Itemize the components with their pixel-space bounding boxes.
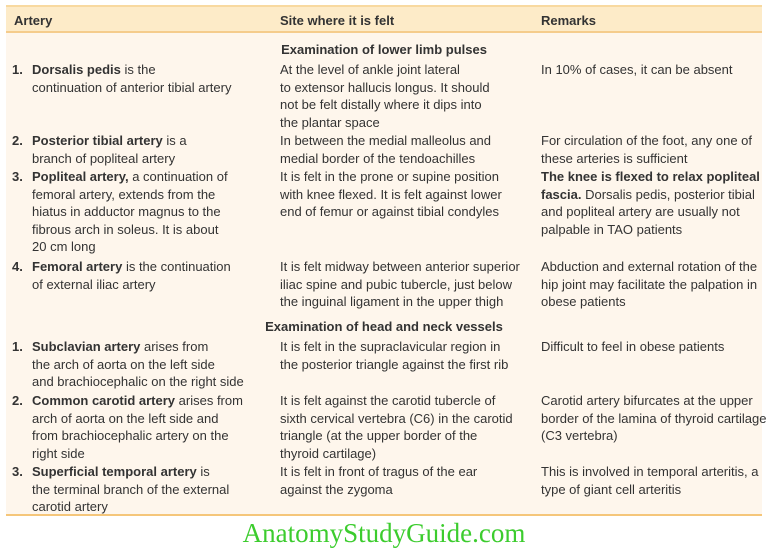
remarks-bold: fascia.: [541, 186, 582, 202]
site-text: It is felt in the supraclavicular region in: [280, 339, 501, 354]
site-text: iliac spine and pubic tubercle, just below: [280, 276, 512, 292]
artery-text: arises from: [175, 393, 243, 408]
site-text: with knee flexed. It is felt against lower: [280, 186, 502, 202]
artery-name: Dorsalis pedis: [32, 62, 121, 77]
remarks-bold: The knee is flexed to relax popliteal: [541, 169, 760, 184]
remarks-text: Carotid artery bifurcates at the upper: [541, 393, 753, 408]
site-text: It is felt against the carotid tubercle of: [280, 393, 496, 408]
site-cell: [280, 61, 532, 131]
artery-cell: [32, 61, 262, 96]
artery-text: branch of popliteal artery: [32, 150, 176, 166]
artery-text: femoral artery, extends from the: [32, 186, 216, 202]
remarks-text: This is involved in temporal arteritis, a: [541, 464, 759, 479]
remarks-text: and popliteal artery are usually not: [541, 204, 740, 220]
remarks-text: (C3 vertebra): [541, 428, 618, 444]
remarks-cell: [541, 258, 761, 311]
artery-text: right side: [32, 445, 85, 461]
remarks-text: border of the lamina of thyroid cartilage: [541, 410, 767, 426]
row-number: 3.: [12, 464, 23, 479]
artery-text: hiatus in adductor magnus to the: [32, 204, 221, 220]
site-text: against the zygoma: [280, 481, 393, 497]
header-site: Site where it is felt: [280, 13, 395, 28]
remarks-cell: [541, 168, 761, 238]
row-number: 4.: [12, 259, 23, 274]
artery-cell: [32, 168, 262, 256]
artery-text: the arch of aorta on the left side: [32, 356, 215, 372]
artery-text: continuation of anterior tibial artery: [32, 79, 232, 95]
table-header: [6, 5, 762, 33]
site-text: not be felt distally where it dips into: [280, 97, 482, 113]
artery-text: is the: [120, 62, 156, 77]
site-cell: [280, 132, 532, 167]
remarks-text: Dorsalis pedis, posterior tibial: [581, 186, 755, 202]
artery-pulse-table: [6, 5, 767, 516]
artery-name: Subclavian artery: [32, 339, 141, 354]
site-cell: [280, 258, 532, 311]
artery-text: from brachiocephalic artery on the: [32, 428, 229, 444]
site-text: end of femur or against tibial condyles: [280, 204, 499, 220]
site-text: to extensor hallucis longus. It should: [280, 79, 490, 95]
remarks-text: obese patients: [541, 294, 626, 310]
artery-text: carotid artery: [32, 499, 108, 515]
artery-cell: [32, 258, 262, 293]
remarks-text: hip joint may facilitate the palpation in: [541, 276, 758, 292]
site-cell: [280, 338, 532, 373]
header-remarks: Remarks: [541, 13, 596, 28]
site-cell: [280, 168, 532, 221]
site-text: It is felt in the prone or supine position: [280, 169, 499, 184]
artery-cell: [32, 392, 262, 462]
artery-cell: [32, 132, 262, 167]
site-text: At the level of ankle joint lateral: [280, 62, 460, 77]
artery-name: Posterior tibial artery: [32, 133, 163, 148]
site-text: sixth cervical vertebra (C6) in the carotid: [280, 410, 513, 426]
artery-name: Superficial temporal artery: [32, 464, 197, 479]
row-number: 1.: [12, 62, 23, 77]
remarks-cell: [541, 61, 761, 79]
artery-text: arises from: [140, 339, 209, 354]
artery-text: is: [196, 464, 210, 479]
artery-text: arch of aorta on the left side and: [32, 410, 219, 426]
site-text: In between the medial malleolus and: [280, 133, 492, 148]
artery-text: the terminal branch of the external: [32, 481, 230, 497]
section-heading-head-neck: Examination of head and neck vessels: [265, 319, 503, 334]
section-heading-lower-limb: Examination of lower limb pulses: [281, 42, 487, 57]
remarks-cell: [541, 392, 767, 445]
site-text: It is felt midway between anterior superior: [280, 259, 520, 274]
remarks-cell: [541, 338, 761, 356]
site-cell: [280, 463, 532, 498]
remarks-text: For circulation of the foot, any one of: [541, 133, 753, 148]
artery-name: Popliteal artery,: [32, 169, 129, 184]
watermark: AnatomyStudyGuide.com: [242, 518, 526, 548]
remarks-text: Difficult to feel in obese patients: [541, 339, 725, 354]
remarks-cell: [541, 463, 761, 498]
header-artery: Artery: [14, 13, 53, 28]
remarks-text: palpable in TAO patients: [541, 221, 683, 237]
artery-text: a continuation of: [128, 169, 228, 184]
remarks-text: In 10% of cases, it can be absent: [541, 62, 733, 77]
site-cell: [280, 392, 532, 462]
site-text: triangle (at the upper border of the: [280, 428, 478, 444]
site-text: the inguinal ligament in the upper thigh: [280, 294, 504, 310]
remarks-cell: [541, 132, 761, 167]
site-text: It is felt in front of tragus of the ear: [280, 464, 478, 479]
artery-text: 20 cm long: [32, 239, 96, 255]
remarks-text: Abduction and external rotation of the: [541, 259, 758, 274]
artery-name: Common carotid artery: [32, 393, 176, 408]
artery-cell: [32, 463, 262, 516]
site-text: thyroid cartilage): [280, 445, 377, 461]
remarks-text: type of giant cell arteritis: [541, 481, 682, 497]
row-number: 1.: [12, 339, 23, 354]
artery-name: Femoral artery: [32, 259, 123, 274]
artery-text: and brachiocephalic on the right side: [32, 374, 244, 390]
site-text: the plantar space: [280, 114, 380, 130]
site-text: medial border of the tendoachilles: [280, 150, 476, 166]
artery-text: fibrous arch in soleus. It is about: [32, 221, 219, 237]
artery-text: is a: [162, 133, 187, 148]
remarks-text: these arteries is sufficient: [541, 150, 688, 166]
row-number: 2.: [12, 133, 23, 148]
row-number: 2.: [12, 393, 23, 408]
artery-text: is the continuation: [122, 259, 231, 274]
artery-text: of external iliac artery: [32, 276, 156, 292]
table-bottom-border: [6, 514, 762, 516]
site-text: the posterior triangle against the first rib: [280, 356, 509, 372]
row-number: 3.: [12, 169, 23, 184]
artery-cell: [32, 338, 262, 391]
